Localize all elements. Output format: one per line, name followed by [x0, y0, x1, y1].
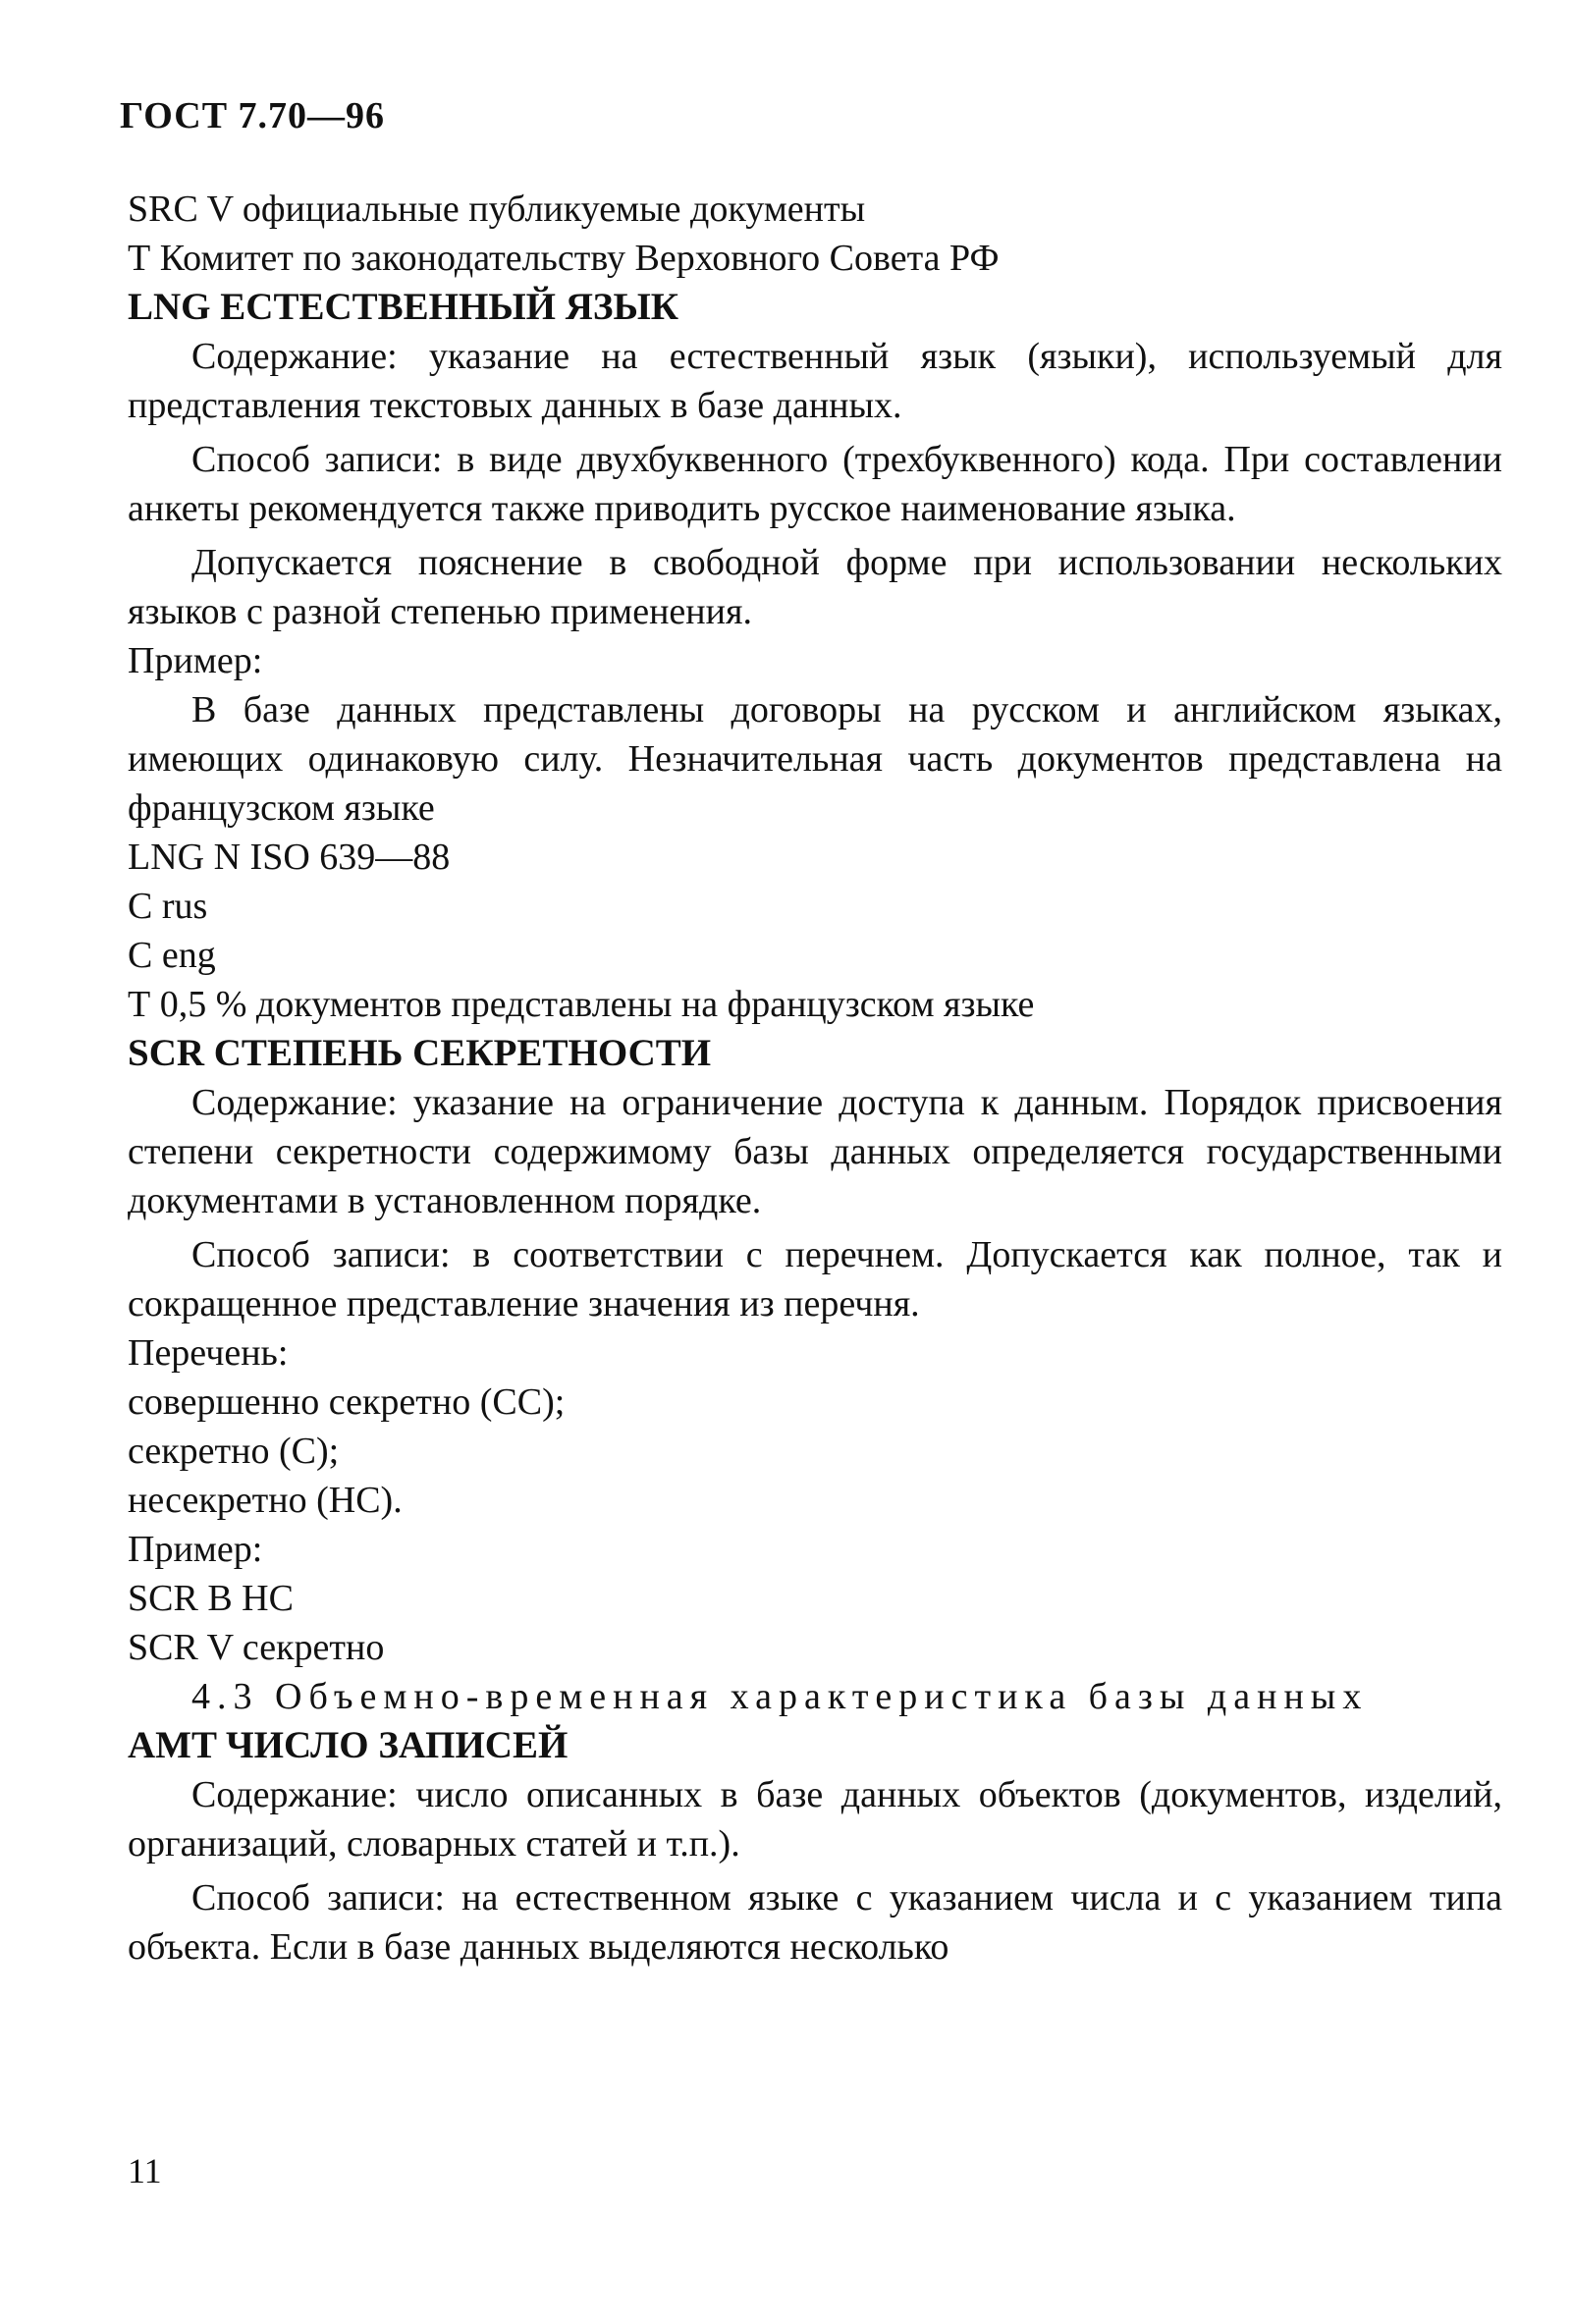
amt-heading: AMT ЧИСЛО ЗАПИСЕЙ — [128, 1724, 569, 1766]
amt-method: Способ записи: на естественном языке с указанием числа и с указанием типа объекта. Если в базе данных выделяются несколько — [128, 1877, 1502, 1968]
lng-code-line: C eng — [128, 935, 216, 976]
document-body — [128, 185, 1502, 1972]
src-line: SRC V официальные публикуемые документы — [128, 189, 866, 230]
scr-method: Способ записи: в соответствии с перечнем. Допускается как полное, так и сокращенное представление значения из перечня. — [128, 1234, 1502, 1324]
scr-code-line: SCR V секретно — [128, 1627, 385, 1668]
scr-example-label: Пример: — [128, 1529, 263, 1570]
amt-content: Содержание: число описанных в базе данных объектов (документов, изделий, организаций, словарных статей и т.п.). — [128, 1774, 1502, 1865]
lng-code-line: C rus — [128, 886, 208, 927]
lng-example-label: Пример: — [128, 640, 263, 681]
lng-note: Допускается пояснение в свободной форме при использовании нескольких языков с разной степенью применения. — [128, 542, 1502, 632]
scr-list-item: несекретно (НС). — [128, 1480, 403, 1521]
lng-heading: LNG ЕСТЕСТВЕННЫЙ ЯЗЫК — [128, 286, 679, 328]
scr-list-item: совершенно секретно (СС); — [128, 1381, 566, 1423]
lng-content: Содержание: указание на естественный язык (языки), используемый для представления текстовых данных в базе данных. — [128, 336, 1502, 426]
scr-list-item: секретно (С); — [128, 1431, 340, 1472]
scr-code-line: SCR В НС — [128, 1578, 294, 1619]
standard-header: ГОСТ 7.70—96 — [120, 95, 386, 136]
scr-heading: SCR СТЕПЕНЬ СЕКРЕТНОСТИ — [128, 1032, 712, 1074]
scr-list-label: Перечень: — [128, 1332, 289, 1374]
scr-content: Содержание: указание на ограничение доступа к данным. Порядок присвоения степени секретности содержимому базы данных определяется государственными документами в установленном порядке. — [128, 1082, 1502, 1221]
page-number: 11 — [128, 2151, 162, 2190]
lng-method: Способ записи: в виде двухбуквенного (трехбуквенного) кода. При составлении анкеты рекомендуется также приводить русское наименование языка. — [128, 439, 1502, 529]
lng-example-text: В базе данных представлены договоры на русском и английском языках, имеющих одинаковую силу. Незначительная часть документов представлена на французском языке — [128, 689, 1502, 829]
lng-code-line: LNG N ISO 639—88 — [128, 837, 451, 878]
t-line: Т Комитет по законодательству Верховного Совета РФ — [128, 238, 1000, 279]
lng-code-line: Т 0,5 % документов представлены на французском языке — [128, 984, 1035, 1025]
section-title: 4.3 Объемно-временная характеристика базы данных — [191, 1676, 1369, 1717]
